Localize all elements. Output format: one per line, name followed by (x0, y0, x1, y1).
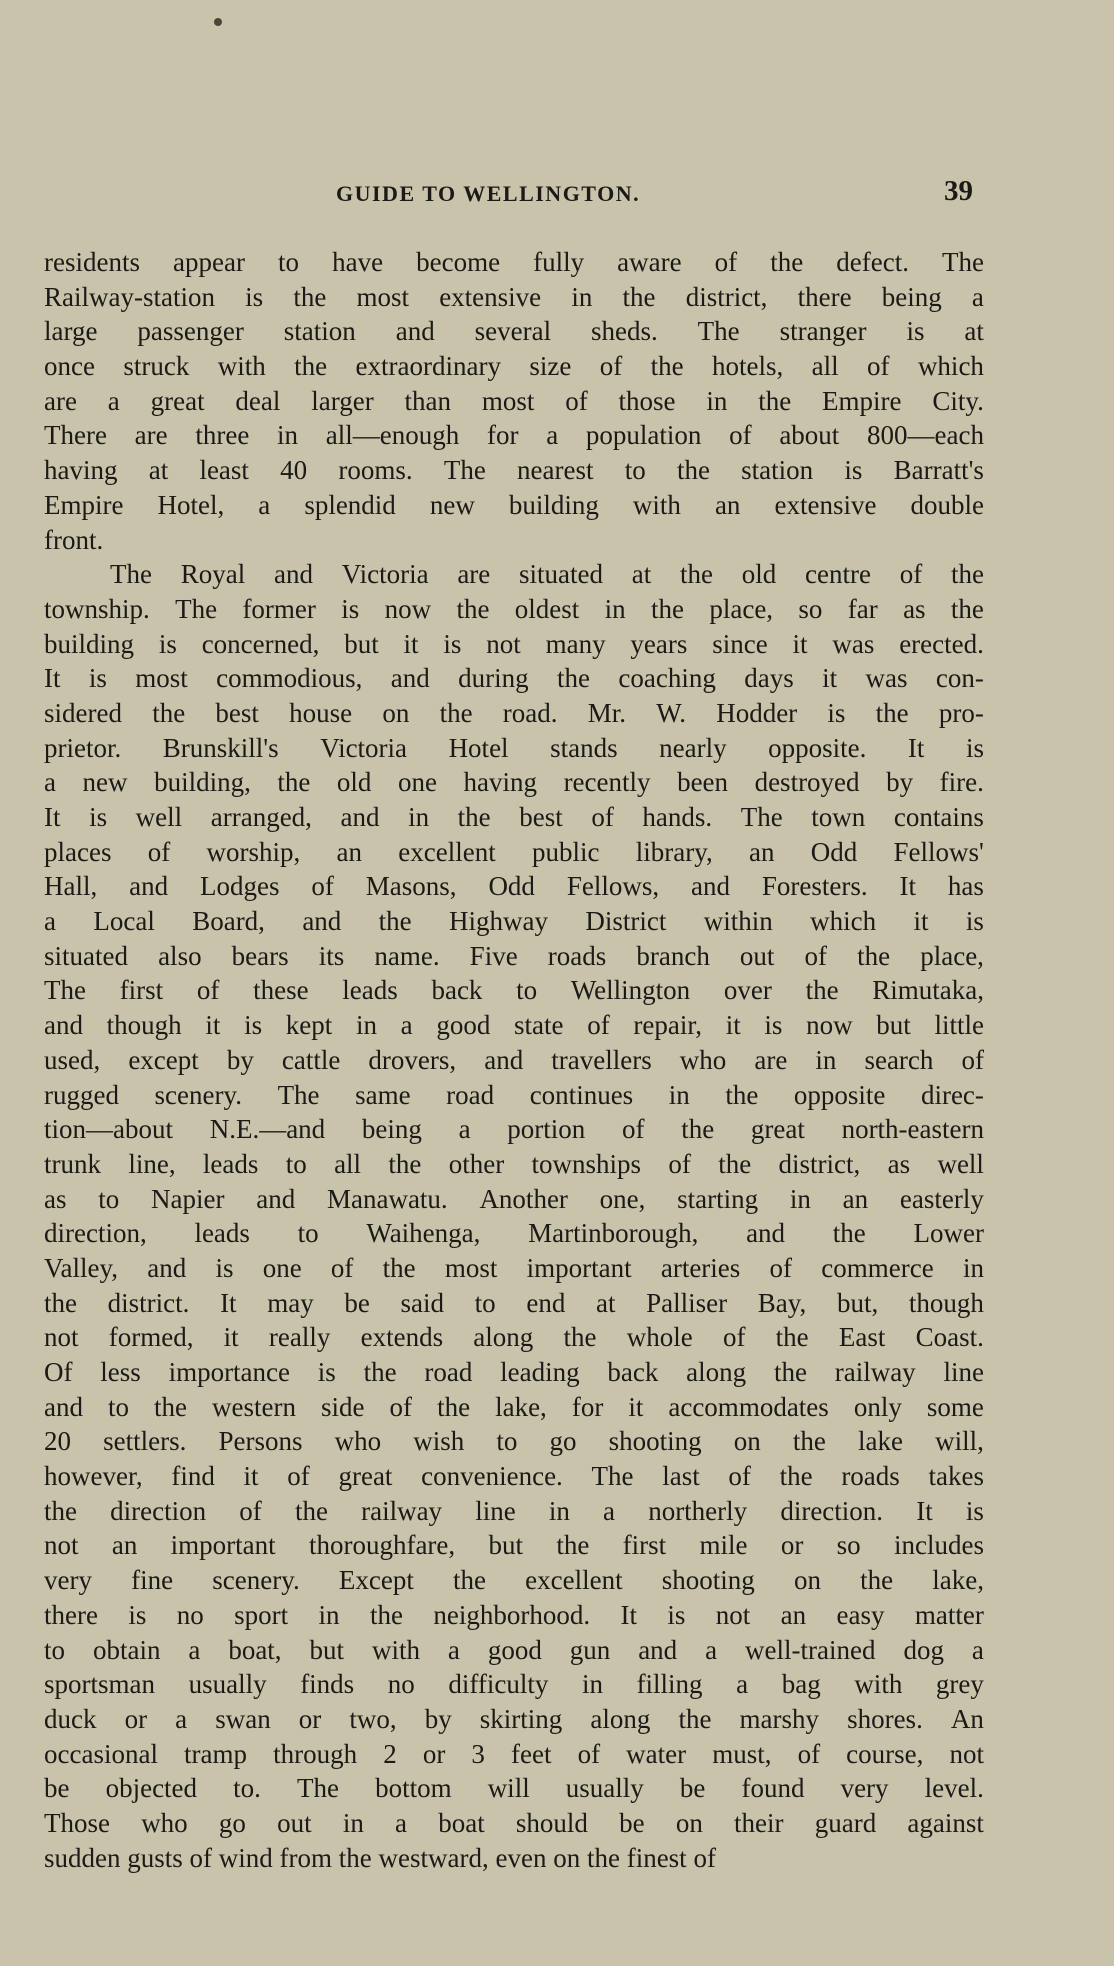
text-line: be objected to. The bottom will usually be found very level. (44, 1773, 984, 1804)
body-text (44, 245, 984, 1875)
text-line: township. The former is now the oldest in the place, so far as the (44, 593, 984, 624)
text-line: It is most commodious, and during the coaching days it was con- (44, 663, 984, 694)
text-line: It is well arranged, and in the best of hands. The town contains (44, 802, 984, 832)
text-line: rugged scenery. The same road continues in the opposite direc- (44, 1079, 984, 1110)
text-line: sportsman usually finds no difficulty in filling a bag with grey (44, 1669, 984, 1700)
text-line: as to Napier and Manawatu. Another one, starting in an easterly (44, 1183, 984, 1214)
text-line: the direction of the railway line in a northerly direction. It is (44, 1495, 984, 1526)
text-line: 20 settlers. Persons who wish to go shooting on the lake will, (44, 1426, 984, 1457)
text-line: Empire Hotel, a splendid new building with an extensive double (44, 489, 984, 520)
text-line: very fine scenery. Except the excellent shooting on the lake, (44, 1565, 984, 1596)
text-line: and though it is kept in a good state of repair, it is now but little (44, 1010, 984, 1041)
text-line: the district. It may be said to end at Palliser Bay, but, though (44, 1287, 984, 1318)
text-line: duck or a swan or two, by skirting along the marshy shores. An (44, 1703, 984, 1734)
text-line: building is concerned, but it is not many years since it was erected. (44, 628, 984, 659)
text-line: having at least 40 rooms. The nearest to the station is Barratt's (44, 455, 984, 486)
text-line: residents appear to have become fully aware of the defect. The (44, 247, 984, 277)
text-line: and to the western side of the lake, for it accommodates only some (44, 1391, 984, 1422)
text-line: sidered the best house on the road. Mr. W. Hodder is the pro- (44, 697, 984, 728)
text-line: a Local Board, and the Highway District within which it is (44, 906, 984, 937)
text-line: not an important thoroughfare, but the first mile or so includes (44, 1530, 984, 1561)
text-line: large passenger station and several sheds. The stranger is at (44, 316, 984, 347)
text-line: front. (44, 524, 104, 555)
ink-speck (214, 18, 222, 26)
text-line: once struck with the extraordinary size of the hotels, all of which (44, 351, 984, 382)
running-head (0, 175, 1114, 215)
text-line: situated also bears its name. Five roads branch out of the place, (44, 940, 984, 971)
text-line: The first of these leads back to Wellington over the Rimutaka, (44, 975, 984, 1006)
text-line: direction, leads to Waihenga, Martinborough, and the Lower (44, 1218, 984, 1249)
text-line: used, except by cattle drovers, and travellers who are in search of (44, 1044, 984, 1075)
text-line: there is no sport in the neighborhood. It is not an easy matter (44, 1599, 984, 1630)
text-line: The Royal and Victoria are situated at the old centre of the (110, 559, 984, 590)
text-line: There are three in all—enough for a population of about 800—each (44, 420, 984, 451)
text-line: tion—about N.E.—and being a portion of the great north-eastern (44, 1114, 984, 1145)
text-line: trunk line, leads to all the other townships of the district, as well (44, 1148, 984, 1179)
text-line: to obtain a boat, but with a good gun and a well-trained dog a (44, 1634, 984, 1665)
text-line: places of worship, an excellent public library, an Odd Fellows' (44, 836, 984, 867)
text-line: sudden gusts of wind from the westward, even on the finest of (44, 1842, 716, 1873)
text-line: Hall, and Lodges of Masons, Odd Fellows, and Foresters. It has (44, 871, 984, 902)
text-line: prietor. Brunskill's Victoria Hotel stands nearly opposite. It is (44, 732, 984, 763)
text-line: however, find it of great convenience. The last of the roads takes (44, 1461, 984, 1492)
text-line: Valley, and is one of the most important arteries of commerce in (44, 1252, 984, 1283)
text-line: are a great deal larger than most of those in the Empire City. (44, 385, 984, 416)
text-line: a new building, the old one having recently been destroyed by fire. (44, 767, 984, 798)
running-title: GUIDE TO WELLINGTON. (336, 181, 641, 206)
text-line: occasional tramp through 2 or 3 feet of water must, of course, not (44, 1738, 984, 1769)
text-line: not formed, it really extends along the whole of the East Coast. (44, 1322, 984, 1353)
text-line: Those who go out in a boat should be on their guard against (44, 1807, 984, 1838)
text-line: Of less importance is the road leading back along the railway line (44, 1357, 984, 1387)
page-number: 39 (944, 175, 973, 207)
text-line: Railway-station is the most extensive in the district, there being a (44, 281, 984, 312)
